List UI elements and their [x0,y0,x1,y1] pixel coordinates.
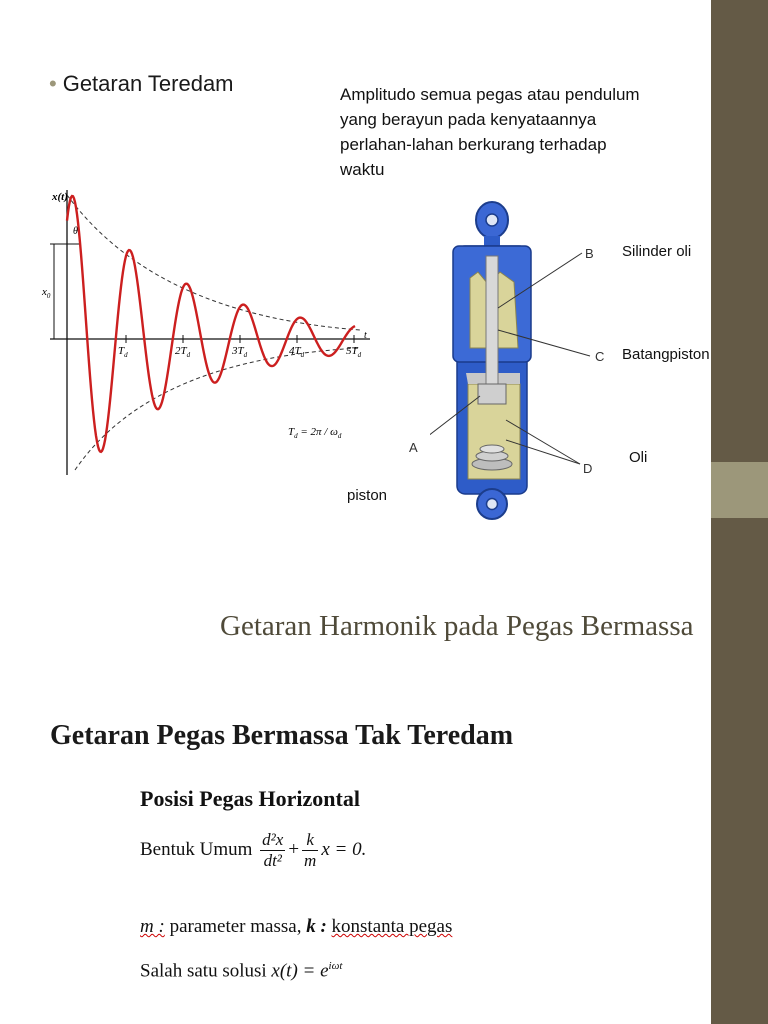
label-batangpiston: Batangpiston [622,346,710,363]
label-oli: Oli [629,449,648,466]
x-tick-label: $3T_d$ [232,345,248,359]
piston-head [478,384,506,404]
label-b: B [585,246,594,261]
bullet-text: Getaran Teredam [62,71,234,96]
x-tick-label: $5T_d$ [346,345,362,359]
parameter-line: m : parameter massa, k : konstanta pegas [140,916,453,937]
x-tick-label: $2T_d$ [175,345,191,359]
bullet-dot-icon: • [49,71,57,96]
solution-line: Salah satu solusi $x(t) = e^{i\omega t}$ [140,960,343,982]
subheading: Posisi Pegas Horizontal [140,786,360,811]
upper-envelope [67,195,360,330]
x-tick-label: $T_d$ [118,345,128,359]
description-text: Amplitudo semua pegas atau pendulum yang berayun pada kenyataannya perlahan-lahan berkurang terhadap waktu [340,85,640,179]
general-form-equation: Bentuk Umum $\frac{\text{d²x}}{\text{dt²}}$ + $\frac{k}{m}$ x = 0. [140,830,367,870]
label-a: A [409,440,418,455]
y-axis-label: x(t) [52,191,68,203]
damped-curve [67,196,355,452]
x-tick-label: $4T_d$ [289,345,305,359]
damped-oscillation-graph [40,180,380,480]
section-title: Getaran Harmonik pada Pegas Bermassa [220,610,694,642]
piston-rod [486,256,498,386]
theta-label: θ [73,226,78,237]
period-formula: $T_d = 2\pi / \omega_d$ [288,426,342,440]
label-d: D [583,461,593,476]
t-axis-label: t [364,330,367,341]
sidebar-accent [711,462,768,518]
x0-label: $x_0$ [42,286,51,300]
label-piston: piston [347,487,388,504]
lower-envelope [75,348,360,470]
label-silinder: Silinder oli [622,243,692,260]
section-heading: Getaran Pegas Bermassa Tak Teredam [50,720,514,751]
label-c: C [595,349,605,364]
bullet-item [49,71,234,97]
